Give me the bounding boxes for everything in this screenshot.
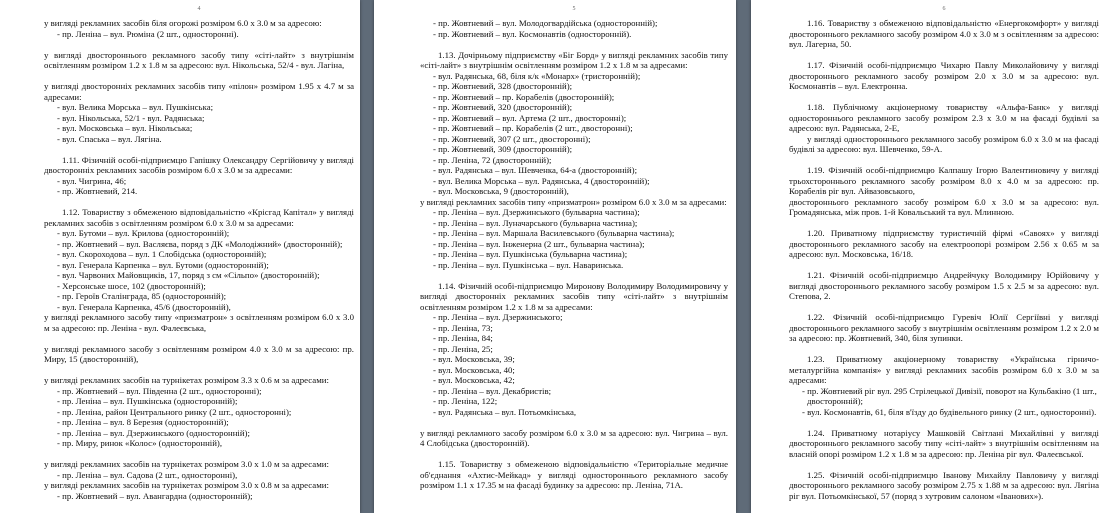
paragraph: у вигляді одностороннього рекламного засобу розміром 6.0 х 3.0 м на фасаді будівлі за адресою: вул. Шевченко, 59-А. bbox=[789, 133, 1099, 154]
list-item: - пр. Жовтневий, 214. bbox=[57, 186, 138, 196]
list-item: - пр. Жовтневий ріг вул. 295 Стрілецької Дивізії, поворот на Кульбакіно (1 шт., двосторонній); bbox=[802, 385, 1097, 406]
list-item: - вул. Московська, 9 (двосторонній), bbox=[433, 186, 569, 196]
list-item: - пр. Леніна, 72 (двосторонній); bbox=[433, 154, 552, 165]
list-item: - пр. Леніна, 25; bbox=[433, 343, 493, 354]
list-item: - вул. Московська, 39; bbox=[433, 354, 515, 364]
paragraph: 1.19. Фізичній особі-підприємцю Калпашу Ігорю Валентиновичу у вигляді трьохстороннього рекламного засобу розміром 8.0 х 4.0 м за адресою: пр. Корабелів ріг вул. Айвазовського, bbox=[789, 165, 1099, 196]
list-item: - пр. Жовтневий, 309 (двосторонній); bbox=[433, 144, 573, 154]
list-item: - пр. Леніна – вул. Луначарського (бульварна частина); bbox=[433, 217, 638, 228]
list-item: - пр. Леніна – вул. Декабристів; bbox=[433, 385, 552, 396]
list-item: - пр. Жовтневий – вул. Васляєва, поряд з ДК «Молодіжний» (двосторонній); bbox=[57, 238, 343, 249]
list-item: - пр. Жовтневий – вул. Артема (2 шт., двосторонні); bbox=[433, 112, 627, 123]
paragraph: у вигляді рекламного засобу з освітленням розміром 4.0 х 3.0 м за адресою: пр. Миру, 15 (двосторонній), bbox=[44, 343, 354, 364]
list-item: - пр. Героїв Сталінграда, 85 (односторонній); bbox=[57, 291, 227, 301]
list-item: - пр. Жовтневий – пр. Корабелів (2 шт., двосторонні); bbox=[433, 123, 633, 133]
paragraph: 1.24. Приватному нотаріусу Машковій Світлані Михайлівні у вигляді двостороннього рекламного засобу типу «сіті-лайт» з внутрішнім освітленням на власній опорі розміром 1.2 х 1.8 м за адресою: пр. Леніна ріг вул. Фалеєвської. bbox=[789, 427, 1099, 459]
list-item: - вул. Генерала Карпенка, 45/6 (двосторонній), bbox=[57, 301, 231, 312]
list-item: - вул. Московська, 42; bbox=[433, 375, 515, 385]
list-item: - пр. Миру, ринок «Колос» (односторонній), bbox=[57, 438, 223, 448]
list-item: - пр. Жовтневий – вул. Космонавтів (односторонній). bbox=[433, 28, 632, 39]
document-page-4[interactable] bbox=[0, 0, 360, 513]
paragraph: 1.23. Приватному акціонерному товариству «Українська гірничо-металургійна компанія» у вигляді рекламних засобів розміром 6.0 х 3.0 м за адресами: bbox=[789, 354, 1099, 385]
paragraph: у вигляді двостороннього рекламного засобу типу «сіті-лайт» з внутрішнім освітленням розміром 1.2 х 1.8 м за адресою: вул. Нікольська, 52/4 - вул. Лагіна, bbox=[44, 49, 354, 70]
paragraph: 1.11. Фізичній особі-підприємцю Гапішку Олександру Сергійовичу у вигляді двосторонніх рекламних засобів розміром 6.0 х 3.0 м за адресами: bbox=[44, 154, 354, 175]
list-item: - пр. Леніна, 73; bbox=[433, 322, 493, 333]
paragraph: 1.14. Фізичній особі-підприємцю Миронову Володимиру Володимировичу у вигляді двосторонніх рекламних засобів типу «сіті-лайт» з внутрішнім освітленням розміром 1.2 х 1.8 м за адресами: bbox=[420, 280, 728, 312]
list-item: - пр. Леніна, район Центрального ринку (2 шт., односторонні); bbox=[57, 406, 292, 417]
list-item: - пр. Леніна – вул. Пушкінська – вул. Наваринська. bbox=[433, 259, 624, 270]
page-body bbox=[789, 18, 1099, 501]
list-item: - пр. Жовтневий, 320 (двосторонній); bbox=[433, 102, 573, 112]
paragraph: у вигляді рекламних засобів на турнікетах розміром 3.0 х 1.0 м за адресами: bbox=[44, 459, 329, 469]
list-item: - вул. Московська, 40; bbox=[433, 364, 515, 375]
list-item: - пр. Леніна – вул. Рюміна (2 шт., односторонні). bbox=[57, 28, 239, 39]
paragraph: двостороннього рекламного засобу розміром 6.0 х 3.0 м за адресою: вул. Громадянська, між пров. 1-й Ковальський та вул. Млинною. bbox=[789, 196, 1099, 217]
paragraph: 1.18. Публічному акціонерному товариству «Альфа-Банк» у вигляді одностороннього рекламного засобу розміром 2.3 х 3.0 м на фасаді будівлі за адресою: вул. Радянська, 2-Е, bbox=[789, 102, 1099, 133]
list-item: - Херсонське шосе, 102 (двосторонній); bbox=[57, 280, 206, 291]
list-item: - вул. Бутоми – вул. Крилова (односторонній); bbox=[57, 228, 230, 238]
list-item: - вул. Велика Морська – вул. Радянська, 4 (двосторонній); bbox=[433, 175, 650, 186]
list-item: - пр. Леніна – вул. Дзержинського (бульварна частина); bbox=[433, 207, 640, 217]
list-item: - вул. Московська – вул. Нікольська; bbox=[57, 123, 193, 133]
paragraph: у вигляді рекламних засобів типу «призматрон» розміром 6.0 х 3.0 м за адресами: bbox=[420, 196, 727, 207]
paragraph: у вигляді рекламних засобів біля огорожі розміром 6.0 х 3.0 м за адресою: bbox=[44, 18, 322, 28]
page-body bbox=[44, 18, 354, 501]
paragraph: 1.20. Приватному підприємству туристичній фірмі «Савоях» у вигляді двостороннього рекламного засобу на електроопорі розміром 2.56 х 0.65 м за адресою: вул. Московська, 16/18. bbox=[789, 228, 1099, 259]
paragraph: у вигляді двосторонніх рекламних засобів типу «пілон» розміром 1.95 х 4.7 м за адресами: bbox=[44, 81, 354, 102]
list-item: - пр. Жовтневий – вул. Авангардна (односторонній); bbox=[57, 490, 253, 501]
paragraph: 1.21. Фізичній особі-підприємцю Андрейчуку Володимиру Юрійовичу у вигляді двостороннього рекламного засобу розміром 1.5 х 2.5 м за адресою: вул. Степова, 2. bbox=[789, 270, 1099, 301]
paragraph: у вигляді рекламних засобів на турнікетах розміром 3.0 х 0.8 м за адресами: bbox=[44, 480, 329, 490]
list-item: - пр. Жовтневий – пр. Корабелів (двосторонній); bbox=[433, 91, 615, 102]
paragraph: у вигляді рекламного засобу розміром 6.0 х 3.0 м за адресою: вул. Чигрина – вул. 4 Слобідська (двосторонній). bbox=[420, 427, 728, 448]
list-item: - вул. Радянська, 68, біля к/к «Монарх» (тристоронній); bbox=[433, 70, 641, 81]
document-page-5[interactable] bbox=[374, 0, 736, 513]
paragraph: 1.25. Фізичній особі-підприємцю Іванову Михайлу Павловичу у вигляді двостороннього рекламного засобу розміром 2.75 х 1.88 м за адресою: вул. Лягіна ріг вул. Потьомкінської, 57 (поряд з хутровим салоном «Іванових»). bbox=[789, 469, 1099, 501]
list-item: - пр. Леніна – вул. Пушкінська (бульварна частина); bbox=[433, 249, 628, 259]
list-item: - пр. Леніна – вул. Пушкінська (односторонній); bbox=[57, 396, 238, 406]
list-item: - вул. Нікольська, 52/1 - вул. Радянська; bbox=[57, 112, 205, 123]
list-item: - пр. Леніна – вул. Дзержинського; bbox=[433, 312, 563, 322]
list-item: - вул. Радянська – вул. Шевченка, 64-а (двосторонній); bbox=[433, 165, 638, 175]
paragraph: 1.17. Фізичній особі-підприємцю Чихарю Павлу Миколайовичу у вигляді двостороннього рекламного засобу розміром 2.0 х 3.0 м за адресою: вул. Космонавтів – вул. Електронна. bbox=[789, 60, 1099, 91]
paragraph: 1.16. Товариству з обмеженою відповідальністю «Енергокомфорт» у вигляді двостороннього рекламного засобу розміром 4.0 х 3.0 м з освітленням за адресою: вул. Лагерна, 50. bbox=[789, 18, 1099, 49]
list-item: - вул. Чигрина, 46; bbox=[57, 175, 127, 186]
list-item: - пр. Леніна, 84; bbox=[433, 333, 493, 343]
list-item: - вул. Космонавтів, 61, біля в'їзду до будівельного ринку (2 шт., односторонні). bbox=[802, 406, 1097, 417]
page-body bbox=[420, 18, 728, 491]
paragraph: 1.15. Товариству з обмеженою відповідальністю «Територіальне медичне об'єднання «Ахтис-Мейкад» у вигляді одностороннього рекламного засобу розміром 1.1 х 17.35 м на фасаді будинку за адресою: пр. Леніна, 71А. bbox=[420, 459, 728, 490]
paragraph: у вигляді рекламного засобу типу «призматрон» з освітленням розміром 6.0 х 3.0 м за адресою: пр. Леніна - вул. Фалеєвська, bbox=[44, 312, 354, 333]
paragraph: 1.22. Фізичній особі-підприємцю Гуревіч Юлії Сергіївні у вигляді двостороннього рекламного засобу з внутрішнім освітленням розміром 1.2 х 2.0 м за адресою: пр. Жовтневий, 340, біля зупинки. bbox=[789, 312, 1099, 343]
list-item: - пр. Леніна – вул. Інженерна (2 шт., бульварна частина); bbox=[433, 238, 645, 249]
list-item: - пр. Жовтневий, 328 (двосторонній); bbox=[433, 81, 573, 91]
list-item: - пр. Леніна – вул. Дзержинського (односторонній); bbox=[57, 427, 250, 438]
list-item: - вул. Генерала Карпенка – вул. Бутоми (односторонній); bbox=[57, 259, 269, 270]
list-item: - пр. Жовтневий – вул. Молодогвардійська (односторонній); bbox=[433, 18, 658, 28]
list-item: - вул. Спаська – вул. Лягіна. bbox=[57, 133, 162, 144]
page-number: 6 bbox=[942, 6, 946, 12]
list-item: - вул. Радянська – вул. Потьомкінська, bbox=[433, 406, 577, 417]
list-item: - пр. Жовтневий, 307 (2 шт., двосторонні); bbox=[433, 133, 591, 144]
list-item: - пр. Леніна – вул. Садова (2 шт., односторонні), bbox=[57, 469, 238, 480]
list-item: - вул. Велика Морська – вул. Пушкінська; bbox=[57, 102, 214, 112]
list-item: - пр. Леніна – вул. Маршала Василевського (бульварна частина); bbox=[433, 228, 675, 238]
list-item: - пр. Леніна, 122; bbox=[433, 396, 498, 406]
document-page-6[interactable] bbox=[751, 0, 1103, 513]
list-item: - вул. Чарвоних Майовщиків, 17, поряд з см «Сільпо» (двосторонній); bbox=[57, 270, 320, 280]
paragraph: 1.12. Товариству з обмеженою відповідальністю «Крісгад Капітал» у вигляді рекламних засобів з освітленням розміром 6.0 х 3.0 м за адресами: bbox=[44, 207, 354, 228]
page-number: 4 bbox=[197, 6, 201, 12]
list-item: - пр. Леніна – вул. 8 Березня (односторонній); bbox=[57, 417, 229, 427]
list-item: - пр. Жовтневий – вул. Південна (2 шт., односторонні); bbox=[57, 385, 262, 396]
page-number: 5 bbox=[572, 6, 576, 12]
paragraph: 1.13. Дочірньому підприємству «Біг Борд» у вигляді рекламних засобів типу «сіті-лайт» з внутрішнім освітленням розміром 1.2 х 1.8 м за адресами: bbox=[420, 49, 728, 70]
paragraph: у вигляді рекламних засобів на турнікетах розміром 3.3 х 0.6 м за адресами: bbox=[44, 375, 329, 385]
list-item: - вул. Скороходова – вул. 1 Слобідська (односторонній); bbox=[57, 249, 267, 259]
